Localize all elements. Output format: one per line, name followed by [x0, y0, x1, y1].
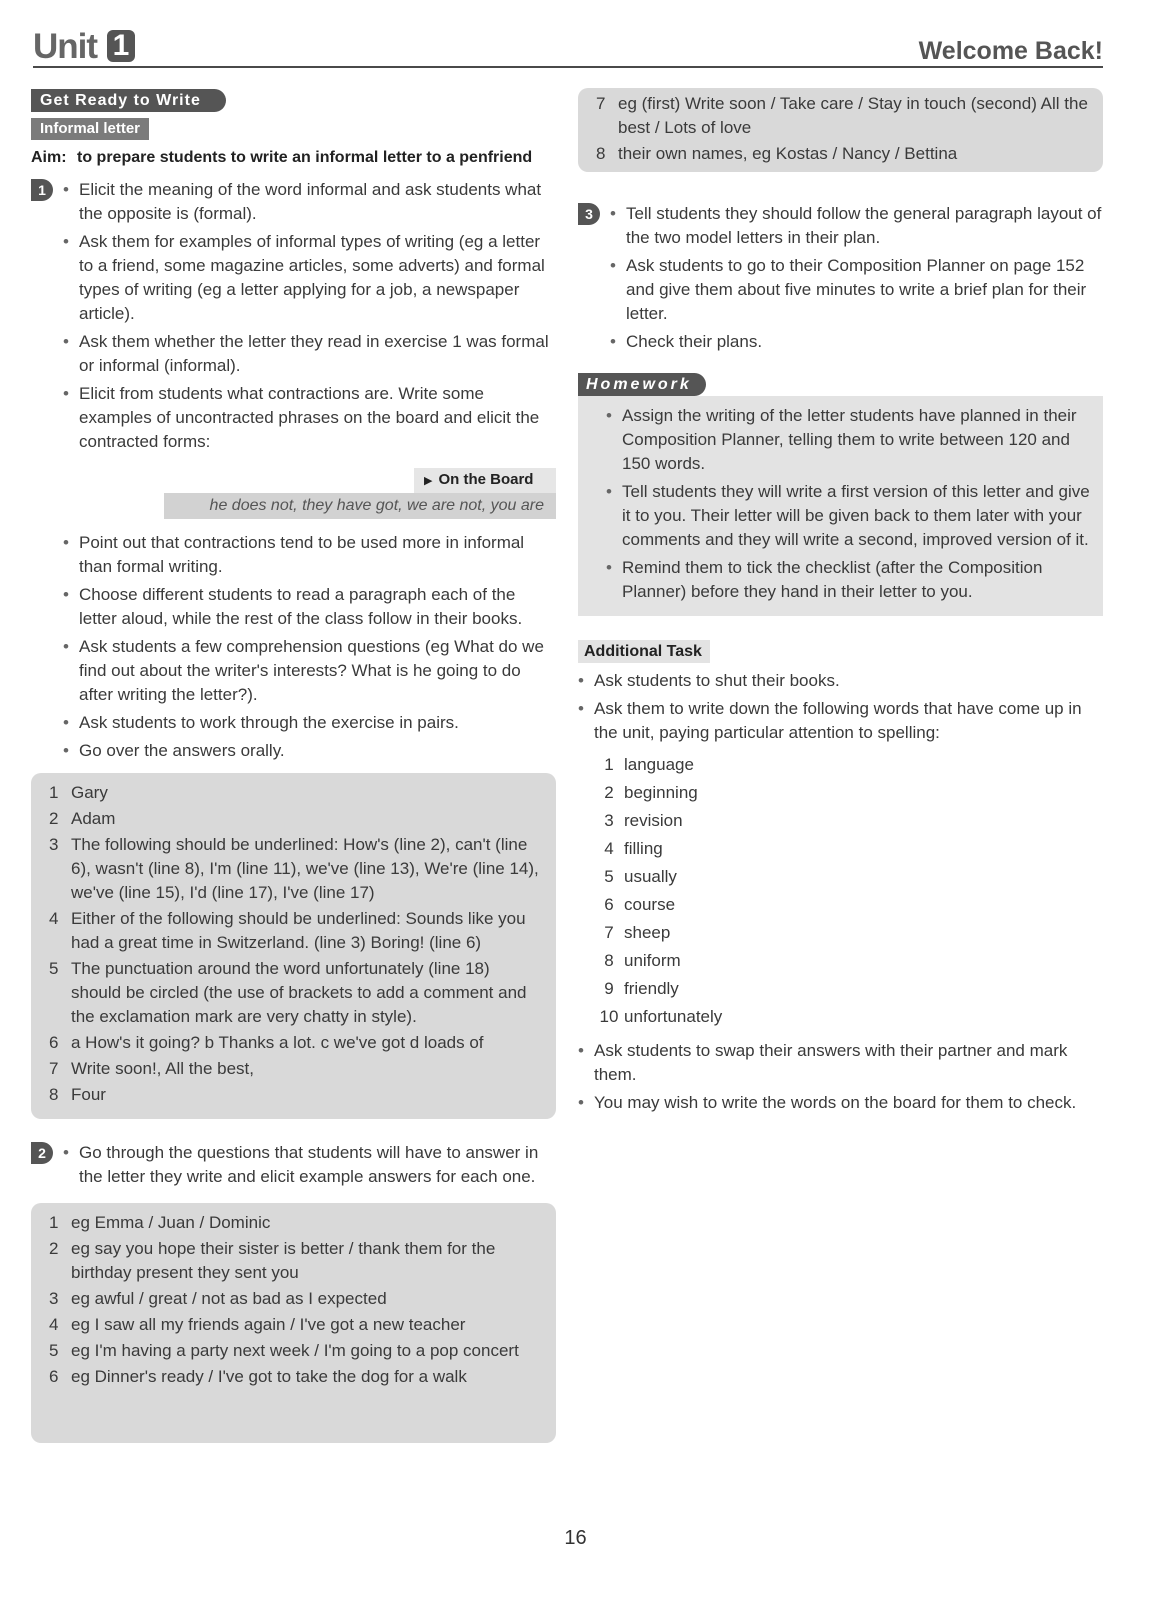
list-item: • Assign the writing of the letter students have planned in their Composition Planner, telling them to write between 120 and 150 words.: [606, 404, 1093, 476]
word-number: 9: [604, 979, 614, 998]
answer-number: 3: [49, 1289, 59, 1308]
answer-number: 8: [49, 1085, 59, 1104]
answer-item: [49, 1237, 544, 1285]
word-item: [594, 807, 1103, 835]
word-item: [594, 891, 1103, 919]
exercise-1: [31, 178, 556, 458]
section-tag: Get Ready to Write: [31, 89, 226, 112]
list-item: • Go over the answers orally.: [63, 739, 556, 763]
answer-text: The following should be underlined: How's (line 2), can't (line 6), wasn't (line 8), I'm (line 11), we've (line 13), We're (line 14), we've (line 15), I'd (line 17), I've (line 17): [71, 835, 539, 902]
answer-item: [49, 1057, 544, 1081]
answer-number: 6: [49, 1367, 59, 1386]
answer-text: eg I saw all my friends again / I've got a new teacher: [71, 1315, 466, 1334]
list-item: • Point out that contractions tend to be used more in informal than formal writing.: [63, 531, 556, 579]
answer-item: [49, 781, 544, 805]
exercise-1-bullets: [63, 178, 556, 458]
answer-text: Adam: [71, 809, 116, 828]
word-number: 1: [604, 755, 614, 774]
answer-text: eg say you hope their sister is better / thank them for the birthday present they sent you: [71, 1239, 496, 1282]
exercise-1-badge: 1: [31, 179, 53, 201]
exercise-1-bullets-continued: [63, 531, 556, 763]
list-item: • Tell students they should follow the general paragraph layout of the two model letters in their plan.: [610, 202, 1103, 250]
word-item: [594, 947, 1103, 975]
exercise-2-answer-key: [31, 1203, 556, 1443]
word-item: [594, 975, 1103, 1003]
answer-text: eg awful / great / not as bad as I expected: [71, 1289, 387, 1308]
answer-number: 4: [49, 909, 59, 928]
answer-number: 3: [49, 835, 59, 854]
answer-item: [49, 957, 544, 1029]
list-item: • Elicit the meaning of the word informal and ask students what the opposite is (formal).: [63, 178, 556, 226]
answer-number: 5: [49, 1341, 59, 1360]
answer-key-continued: [578, 88, 1103, 172]
word-item: [594, 835, 1103, 863]
additional-task-bullets-continued: [578, 1039, 1103, 1115]
word-text: usually: [624, 867, 677, 886]
answer-item: [49, 1031, 544, 1055]
exercise-2: [31, 1141, 556, 1193]
unit-label: Unit: [33, 27, 98, 66]
word-text: unfortunately: [624, 1007, 723, 1026]
word-number: 2: [604, 783, 614, 802]
word-item: [594, 919, 1103, 947]
list-item: • Ask students a few comprehension questions (eg What do we find out about the writer's interests? What is he going to do after writing the letter?).: [63, 635, 556, 707]
answer-item: [49, 1339, 544, 1363]
answer-text: eg Dinner's ready / I've got to take the dog for a walk: [71, 1367, 467, 1386]
word-number: 8: [604, 951, 614, 970]
exercise-1-answer-key: [31, 773, 556, 1119]
answer-text: The punctuation around the word unfortunately (line 18) should be circled (the use of brackets to add a comment and the exclamation mark are very chatty in style).: [71, 959, 527, 1026]
aim: [31, 146, 556, 170]
word-text: uniform: [624, 951, 681, 970]
word-item: [594, 751, 1103, 779]
exercise-2-bullets: [63, 1141, 556, 1193]
word-text: course: [624, 895, 676, 914]
right-column: [578, 88, 1103, 1119]
answer-item: [49, 833, 544, 905]
word-text: friendly: [624, 979, 679, 998]
list-item: • Remind them to tick the checklist (after the Composition Planner) before they hand in their letter to you.: [606, 556, 1093, 604]
list-item: • Go through the questions that students will have to answer in the letter they write and elicit example answers for each one.: [63, 1141, 556, 1189]
answer-text: their own names, eg Kostas / Nancy / Bettina: [618, 144, 958, 163]
answer-number: 1: [49, 783, 59, 802]
list-item: • Ask students to shut their books.: [578, 669, 1103, 693]
exercise-3: [578, 202, 1103, 358]
word-item: [594, 863, 1103, 891]
unit-title: Welcome Back!: [918, 37, 1103, 65]
answer-text: a How's it going? b Thanks a lot. c we've got d loads of: [71, 1033, 484, 1052]
word-number: 6: [604, 895, 614, 914]
list-item: • Ask them whether the letter they read in exercise 1 was formal or informal (informal).: [63, 330, 556, 378]
left-column: [31, 88, 556, 1443]
exercise-3-bullets: [610, 202, 1103, 358]
list-item: • Ask students to swap their answers with their partner and mark them.: [578, 1039, 1103, 1087]
list-item: • Ask students to work through the exercise in pairs.: [63, 711, 556, 735]
answer-number: 7: [596, 94, 606, 113]
answer-number: 1: [49, 1213, 59, 1232]
word-text: revision: [624, 811, 683, 830]
answer-text: eg (first) Write soon / Take care / Stay in touch (second) All the best / Lots of love: [618, 94, 1088, 137]
answer-number: 8: [596, 144, 606, 163]
word-text: beginning: [624, 783, 698, 802]
answer-number: 7: [49, 1059, 59, 1078]
page-header: [33, 28, 1103, 68]
additional-task-tag: Additional Task: [578, 640, 710, 663]
answer-item: [49, 1211, 544, 1235]
answer-item: [49, 1365, 544, 1389]
answer-text: Four: [71, 1085, 106, 1104]
word-text: filling: [624, 839, 663, 858]
word-number: 10: [599, 1007, 619, 1026]
exercise-3-badge: 3: [578, 203, 600, 225]
answer-item: [49, 807, 544, 831]
answer-text: Write soon!, All the best,: [71, 1059, 254, 1078]
spelling-word-list: [594, 751, 1103, 1031]
word-number: 5: [604, 867, 614, 886]
sub-section-tag: Informal letter: [31, 118, 149, 140]
aim-text: to prepare students to write an informal letter to a penfriend: [77, 149, 533, 166]
board-label-text: On the Board: [438, 471, 534, 488]
answer-number: 5: [49, 959, 59, 978]
answer-item: [49, 907, 544, 955]
exercise-2-badge: 2: [31, 1142, 53, 1164]
answer-item: [49, 1287, 544, 1311]
homework-tag: Homework: [578, 373, 706, 396]
list-item: • Tell students they will write a first version of this letter and give it to you. Their letter will be given back to them later with your comments and they will write a second, improved version of it.: [606, 480, 1093, 552]
answer-text: eg I'm having a party next week / I'm going to a pop concert: [71, 1341, 519, 1360]
list-item: • Ask them for examples of informal types of writing (eg a letter to a friend, some magazine articles, some adverts) and formal types of writing (eg a letter applying for a job, a newspaper article).: [63, 230, 556, 326]
list-item: • Ask students to go to their Composition Planner on page 152 and give them about five minutes to write a brief plan for their letter.: [610, 254, 1103, 326]
word-text: sheep: [624, 923, 671, 942]
answer-item: [49, 1313, 544, 1337]
homework-box: [578, 396, 1103, 616]
homework-bullets: [606, 404, 1093, 604]
board-text: he does not, they have got, we are not, you are: [164, 493, 556, 519]
answer-text: eg Emma / Juan / Dominic: [71, 1213, 271, 1232]
list-item: • You may wish to write the words on the board for them to check.: [578, 1091, 1103, 1115]
play-arrow-icon: ▶: [424, 475, 433, 487]
board-label: [414, 468, 556, 493]
answer-number: 4: [49, 1315, 59, 1334]
page-number: 16: [564, 1527, 587, 1549]
list-item: • Elicit from students what contractions are. Write some examples of uncontracted phrases on the board and elicit the contracted forms:: [63, 382, 556, 454]
answer-item: [596, 92, 1091, 140]
list-item: • Choose different students to read a paragraph each of the letter aloud, while the rest of the class follow in their books.: [63, 583, 556, 631]
aim-label: Aim:: [31, 149, 67, 166]
answer-number: 6: [49, 1033, 59, 1052]
answer-item: [49, 1083, 544, 1107]
answer-item: [596, 142, 1091, 166]
list-item: • Ask them to write down the following words that have come up in the unit, paying particular attention to spelling:: [578, 697, 1103, 745]
list-item: • Check their plans.: [610, 330, 1103, 354]
word-number: 3: [604, 811, 614, 830]
answer-number: 2: [49, 1239, 59, 1258]
word-item: [594, 779, 1103, 807]
word-text: language: [624, 755, 694, 774]
on-the-board: [31, 468, 556, 519]
additional-task-bullets: [578, 669, 1103, 745]
word-item: [594, 1003, 1103, 1031]
unit-number-badge: 1: [107, 30, 135, 62]
word-number: 7: [604, 923, 614, 942]
answer-text: Gary: [71, 783, 108, 802]
word-number: 4: [604, 839, 614, 858]
answer-number: 2: [49, 809, 59, 828]
answer-text: Either of the following should be underlined: Sounds like you had a great time in Switzerland. (line 3) Boring! (line 6): [71, 909, 526, 952]
